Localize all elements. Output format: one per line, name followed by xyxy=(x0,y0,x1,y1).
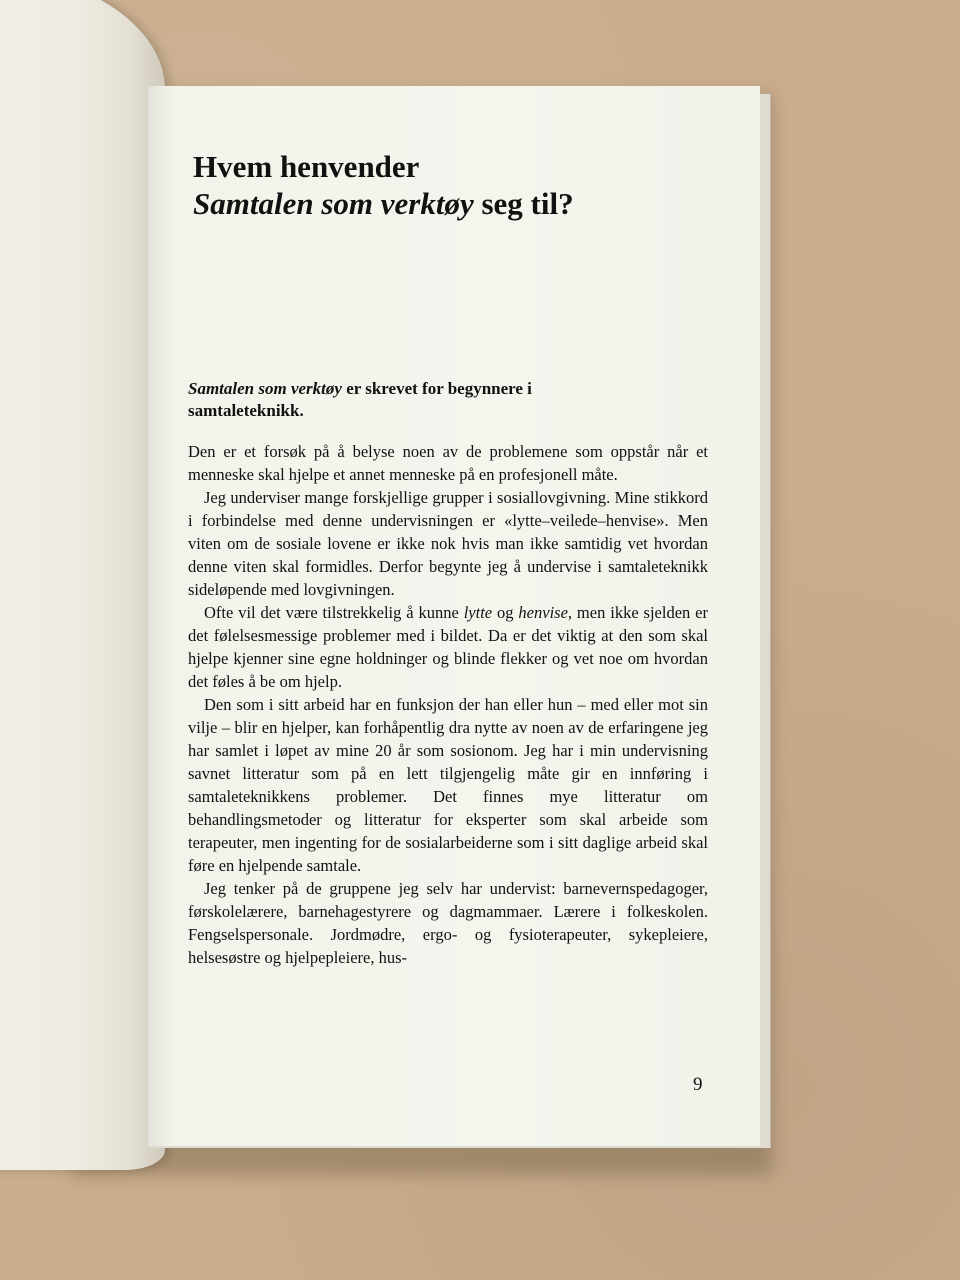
paragraph-text: Jeg tenker på de gruppene jeg selv har undervist: barnevernspedagoger, førskolelærere, barnehagestyrere og dagmammaer. Lærere i folkeskolen. Fengselspersonale. Jordmødre, ergo- og fysioterapeuter, sykepleiere, helsesøstre og hjelpepleiere, hus- xyxy=(188,879,708,967)
heading-line-1: Hvem henvender xyxy=(193,149,420,184)
lead-paragraph xyxy=(188,378,608,422)
body-text xyxy=(188,440,708,969)
heading-book-title: Samtalen som verktøy xyxy=(193,186,474,221)
page-number: 9 xyxy=(693,1074,703,1095)
paragraph-text: Den er et forsøk på å belyse noen av de problemene som oppstår når et menneske skal hjelpe et annet menneske på en profesjonell måte. xyxy=(188,442,708,484)
body-paragraph xyxy=(188,601,708,693)
body-paragraph xyxy=(188,486,708,601)
emphasis-text: henvise xyxy=(518,603,568,622)
paragraph-text: Den som i sitt arbeid har en funksjon der han eller hun – med eller mot sin vilje – blir en hjelper, kan forhåpentlig dra nytte av noen av de erfaringene jeg har samlet i løpet av mine 20 år som sosionom. Jeg har i min undervisning savnet litteratur som på en lett tilgjengelig måte gir en innføring i samtaleteknikkens problemer. Det finnes mye litteratur om behandlingsmetoder og litteratur for eksperter som skal arbeide som terapeuter, men ingenting for de sosialarbeiderne som i sitt daglige arbeid skal føre en hjelpende samtale. xyxy=(188,695,708,875)
emphasis-text: lytte xyxy=(463,603,493,622)
paragraph-text: og xyxy=(492,603,519,622)
body-paragraph xyxy=(188,877,708,969)
paragraph-text: Jeg underviser mange forskjellige grupper i sosiallovgivning. Mine stikkord i forbindelse med denne undervisningen er «lytte–veilede–henvise». Men viten om de sosiale lovene er ikke nok hvis man ikke samtidig vet hvordan denne viten skal formidles. Derfor begynte jeg å undervise i samtaleteknikk sideløpende med lovgivningen. xyxy=(188,488,708,599)
lead-book-title: Samtalen som verktøy xyxy=(188,379,342,398)
heading-line-2 xyxy=(193,185,574,222)
body-paragraph xyxy=(188,440,708,486)
paragraph-text: , men ikke sjelden er det følelsesmessige problemer med i bildet. Da er det viktig at den som skal hjelpe kjenner sine egne holdninger og blinde flekker og vet noe om hvordan det føles å be om hjelp. xyxy=(188,603,708,691)
left-page-curl xyxy=(0,0,165,1170)
heading-line-2-rest: seg til? xyxy=(473,186,574,221)
lead-rest: er skrevet for begynnere i samtaleteknikk. xyxy=(188,379,532,420)
body-paragraph xyxy=(188,693,708,877)
book-page xyxy=(148,86,760,1146)
paragraph-text: Ofte vil det være tilstrekkelig å kunne xyxy=(204,603,464,622)
chapter-heading xyxy=(193,148,574,222)
